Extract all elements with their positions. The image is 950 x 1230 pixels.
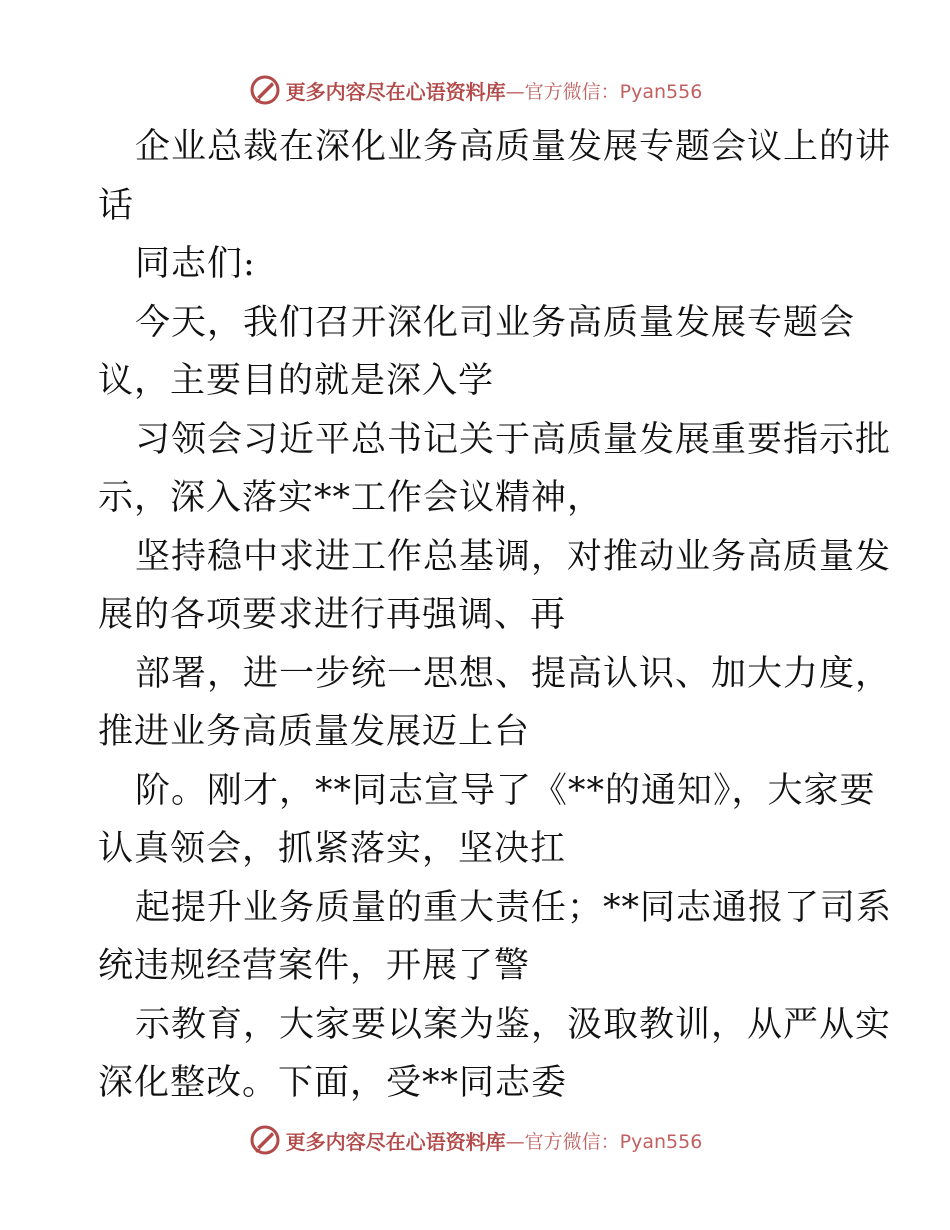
text-line: 今天，我们召开深化司业务高质量发展专题会 [135, 302, 856, 343]
text-line: 展的各项要求进行再强调、再 [98, 595, 567, 635]
footer-wechat-text: —官方微信：Pyan556 [505, 1130, 703, 1153]
quill-logo-icon [248, 1123, 282, 1157]
text-line: 起提升业务质量的重大责任；**同志通报了司系 [135, 887, 893, 928]
header-banner [0, 72, 950, 108]
header-wechat-text: —官方微信：Pyan556 [505, 80, 703, 103]
document-title-line-1: 企业总裁在深化业务高质量发展专题会议上的讲 [135, 127, 892, 167]
text-line: 深化整改。下面，受**同志委 [98, 1063, 568, 1103]
text-line: 阶。刚才，**同志宣导了《**的通知》，大家要 [135, 770, 876, 811]
footer-banner [0, 1122, 950, 1158]
text-line: 议，主要目的就是深入学 [98, 361, 495, 401]
text-line: 推进业务高质量发展迈上台 [98, 712, 531, 752]
text-line: 示教育，大家要以案为鉴，汲取教训，从严从实 [135, 1004, 892, 1045]
text-line: 认真领会，抓紧落实，坚决扛 [98, 829, 567, 869]
text-line: 部署，进一步统一思想、提高认识、加大力度， [135, 653, 892, 694]
header-brand-text: 更多内容尽在心语资料库 [285, 79, 506, 104]
footer-brand-text: 更多内容尽在心语资料库 [285, 1129, 506, 1154]
document-body [98, 118, 893, 1113]
text-line: 坚持稳中求进工作总基调，对推动业务高质量发 [135, 536, 892, 577]
salutation: 同志们: [135, 244, 256, 284]
document-title-line-2: 话 [98, 185, 135, 226]
quill-logo-icon [248, 73, 282, 107]
text-line: 示，深入落实**工作会议精神， [98, 478, 604, 518]
text-line: 统违规经营案件，开展了警 [98, 946, 531, 986]
text-line: 习领会习近平总书记关于高质量发展重要指示批 [135, 419, 892, 460]
